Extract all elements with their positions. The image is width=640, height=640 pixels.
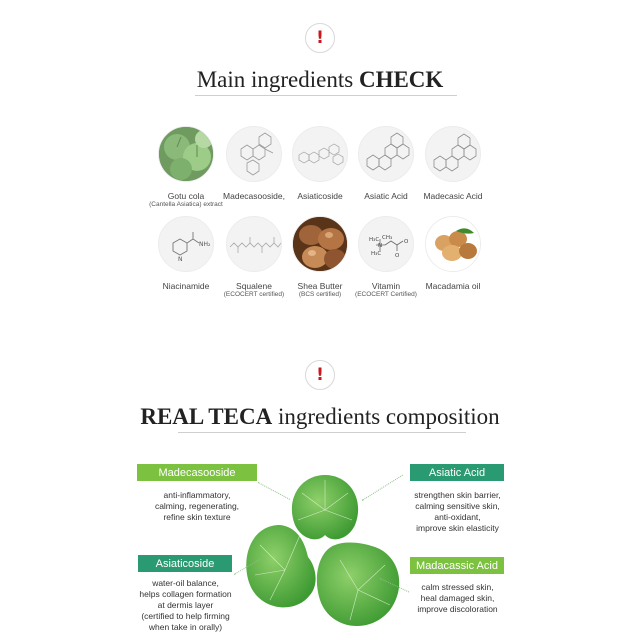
molecule-structure-icon [292, 126, 348, 182]
label-asiatic-acid: Asiatic Acid [410, 464, 504, 481]
ingredient-name: Asiaticoside [297, 191, 343, 201]
ingredient-name: Niacinamide [162, 281, 210, 291]
desc-line: calming sensitive skin, [415, 501, 500, 511]
vitamin-label-nitrogen: N [378, 243, 383, 249]
section-title-main-ingredients [0, 67, 640, 93]
ingredient-name: Squalene [236, 281, 272, 291]
title-bold: CHECK [358, 67, 444, 92]
ingredient-name: Asiatic Acid [364, 191, 408, 201]
divider [178, 432, 466, 433]
molecule-structure-icon [358, 126, 414, 182]
ingredient-macadamia-oil [408, 216, 498, 291]
section-title-composition [0, 404, 640, 430]
desc-line: anti-oxidant, [434, 512, 481, 522]
squalene-chain-icon [226, 216, 282, 272]
shea-nut-photo-icon [292, 216, 348, 272]
desc-line: strengthen skin barrier, [414, 490, 501, 500]
ingredient-sub: (BCS certified) [298, 291, 342, 298]
ingredient-name: Vitamin [371, 281, 401, 291]
title-bold: REAL TECA [140, 404, 273, 429]
desc-line: (certified to help firming [141, 611, 230, 621]
desc-asiaticoside [128, 578, 243, 633]
ingredient-name: Gotu cola [167, 191, 205, 201]
vitamin-molecule-icon [358, 216, 414, 272]
label-asiaticoside: Asiaticoside [138, 555, 232, 572]
desc-line: water-oil balance, [152, 578, 219, 588]
desc-line: when take in orally) [148, 622, 223, 632]
vitamin-label-ch3: CH₃ [382, 235, 393, 241]
desc-madecasooside [137, 490, 257, 523]
molecule-structure-icon [425, 126, 481, 182]
desc-line: heal damaged skin, [420, 593, 495, 603]
ingredient-sub: (Cantella Asiatica) extract [149, 201, 223, 208]
desc-line: improve skin elasticity [416, 523, 499, 533]
niacinamide-amine-label: NH₂ [199, 241, 211, 248]
label-madecasooside: Madecasooside [137, 464, 257, 481]
desc-line: helps collagen formation [139, 589, 232, 599]
desc-line: calming, regenerating, [154, 501, 240, 511]
ingredient-sub: (ECOCERT Certified) [355, 291, 417, 298]
vitamin-label-h3c-lower: H₃C [371, 251, 382, 257]
label-madacassic-acid: Madacassic Acid [410, 557, 504, 574]
desc-line: at dermis layer [157, 600, 214, 610]
ingredient-madecasic-acid [408, 126, 498, 201]
alert-icon: ! [305, 23, 335, 53]
title-regular: ingredients composition [272, 404, 500, 429]
centella-leaf-illustration [240, 465, 410, 640]
title-regular: Main ingredients [196, 67, 359, 92]
desc-line: anti-inflammatory, [163, 490, 231, 500]
ingredient-sub: (ECOCERT certified) [223, 291, 285, 298]
desc-line: improve discoloration [417, 604, 498, 614]
gotu-cola-leaf-photo-icon [158, 126, 214, 182]
ingredient-name: Madecasooside, [223, 191, 285, 201]
macadamia-nut-photo-icon [425, 216, 481, 272]
ingredient-name: Macadamia oil [425, 281, 481, 291]
molecule-structure-icon [226, 126, 282, 182]
desc-line: refine skin texture [163, 512, 231, 522]
vitamin-label-oxygen-right: O [404, 239, 409, 245]
desc-line: calm stressed skin, [421, 582, 494, 592]
desc-asiatic-acid [400, 490, 515, 534]
desc-madacassic-acid [400, 582, 515, 615]
alert-icon: ! [305, 360, 335, 390]
niacinamide-ring-atom-label: N [178, 256, 183, 263]
ingredient-name: Shea Butter [297, 281, 343, 291]
vitamin-label-h3c-upper: H₃C [369, 237, 380, 243]
divider [195, 95, 457, 96]
vitamin-label-oxygen-lower: O [395, 253, 400, 259]
niacinamide-molecule-icon [158, 216, 214, 272]
ingredient-name: Madecasic Acid [423, 191, 483, 201]
